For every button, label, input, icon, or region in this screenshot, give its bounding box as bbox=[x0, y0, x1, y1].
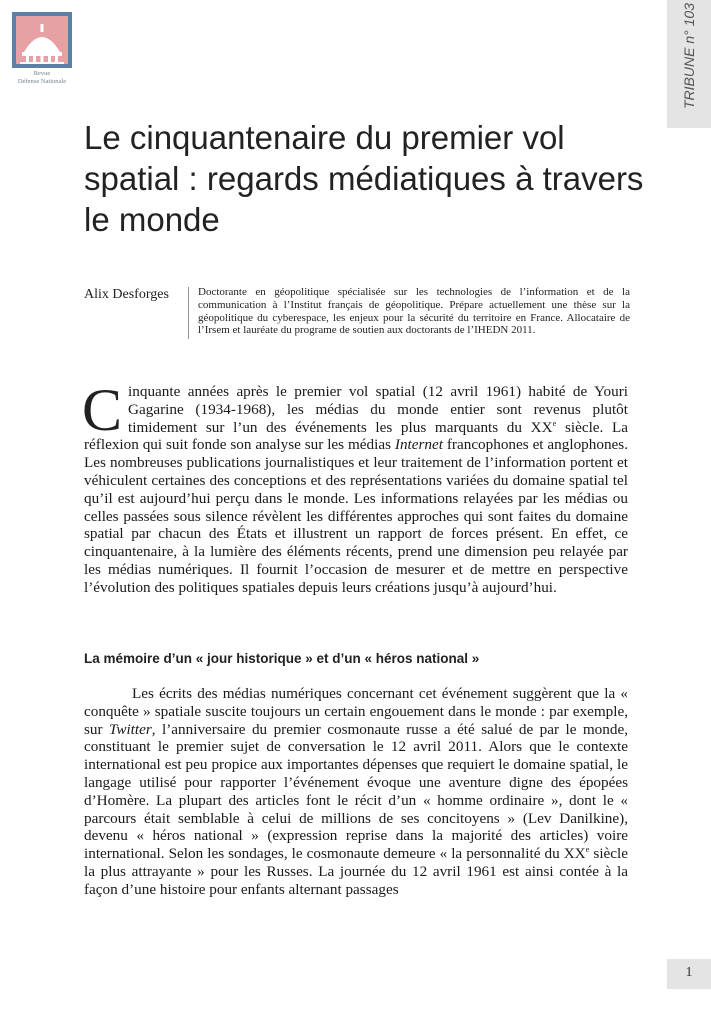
logo-caption-line1: Revue bbox=[33, 70, 51, 77]
section-text-1: Les écrits des médias numériques concernant cet événement suggèrent que la « conquête » spatiale suscite toujours un certain engouement dans le monde : par exemple, sur bbox=[84, 685, 628, 738]
issue-tab bbox=[667, 0, 711, 128]
les-invalides-dome-icon bbox=[12, 12, 72, 68]
bio-divider bbox=[188, 287, 189, 339]
logo-caption-line2: Défense Nationale bbox=[17, 77, 67, 85]
author-name: Alix Desforges bbox=[84, 287, 169, 302]
intro-text-3: francophones et anglophones. Les nombreuses publications journalistiques et leur traitement de l’information portent et véhiculent certaines des conceptions et des représentations variées du domaine spatial tel qu’il est aujourd’hui perçu dans le monde. Les informations relayées par les médias ou celles passées sous silence révèlent les différentes approches qui sont faites du domaine spatial par chacun des États et illustrent un rapport de forces présent. En effet, ce cinquantenaire, à la lumière des éléments récents, prend une dimension peu relayée par les médias numériques. Il fournit l’occasion de mesurer et de mettre en perspective l’évolution des politiques spatiales depuis leurs créations jusqu’à aujourd’hui. bbox=[84, 436, 628, 596]
article-title: Le cinquantenaire du premier vol spatial : regards médiatiques à travers le monde bbox=[84, 119, 644, 238]
issue-tab-label: TRIBUNE n° 103 bbox=[681, 3, 697, 109]
section-superscript: e bbox=[585, 845, 590, 855]
journal-logo bbox=[12, 12, 72, 90]
section-text-2: , l’anniversaire du premier cosmonaute russe a été salué de par le monde, constituant le premier sujet de conversation le 12 avril 2011. Alors que le contexte international est peu propice aux importantes dépenses que requiert le domaine spatial, le langage utilisé pour rapporter l’événement évoque une aventure digne des épopées d’Homère. La plupart des articles font le récit d’un « homme ordinaire », dont le « parcours était semblable à celui de millions de ses concitoyens » (Lev Danilkine), devenu « héros national » (expression reprise dans la majorité des articles) voire international. Selon les sondages, le cosmonaute demeure « la personnalité du XX bbox=[84, 720, 629, 863]
section-heading: La mémoire d’un « jour historique » et d’un « héros national » bbox=[84, 651, 480, 666]
section-italic: Twitter bbox=[109, 720, 152, 738]
intro-paragraph bbox=[82, 377, 628, 597]
section-paragraph bbox=[84, 685, 628, 899]
logo-caption bbox=[12, 70, 72, 85]
intro-text-2: siècle. La réflexion qui suit fonde son analyse sur les médias bbox=[84, 418, 628, 454]
page-number-box bbox=[667, 959, 711, 989]
intro-superscript: e bbox=[552, 418, 557, 428]
author-bio: Doctorante en géopolitique spécialisée sur les technologies de l’information et de la communication à l’Institut français de géopolitique. Prépare actuellement une thèse sur la géopolitique du cyberespace, les enjeux pour la sécurité du territoire en France. Allocataire de l’Irsem et lauréate du programe de soutien aux doctorants de l’IHEDN 2011. bbox=[198, 286, 630, 337]
page-number: 1 bbox=[685, 965, 693, 980]
intro-italic: Internet bbox=[394, 436, 443, 454]
intro-text-1: inquante années après le premier vol spatial (12 avril 1961) habité de Youri Gagarine (1934-1968), les médias du monde entier sont revenus plutôt timidement sur l’un des événements les plus marquants du XX bbox=[128, 383, 628, 436]
drop-cap: C bbox=[82, 377, 123, 443]
section-text-3: siècle la plus attrayante » pour les Russes. La journée du 12 avril 1961 est ainsi contée à la façon d’une histoire pour enfants alternant passages bbox=[84, 845, 628, 898]
